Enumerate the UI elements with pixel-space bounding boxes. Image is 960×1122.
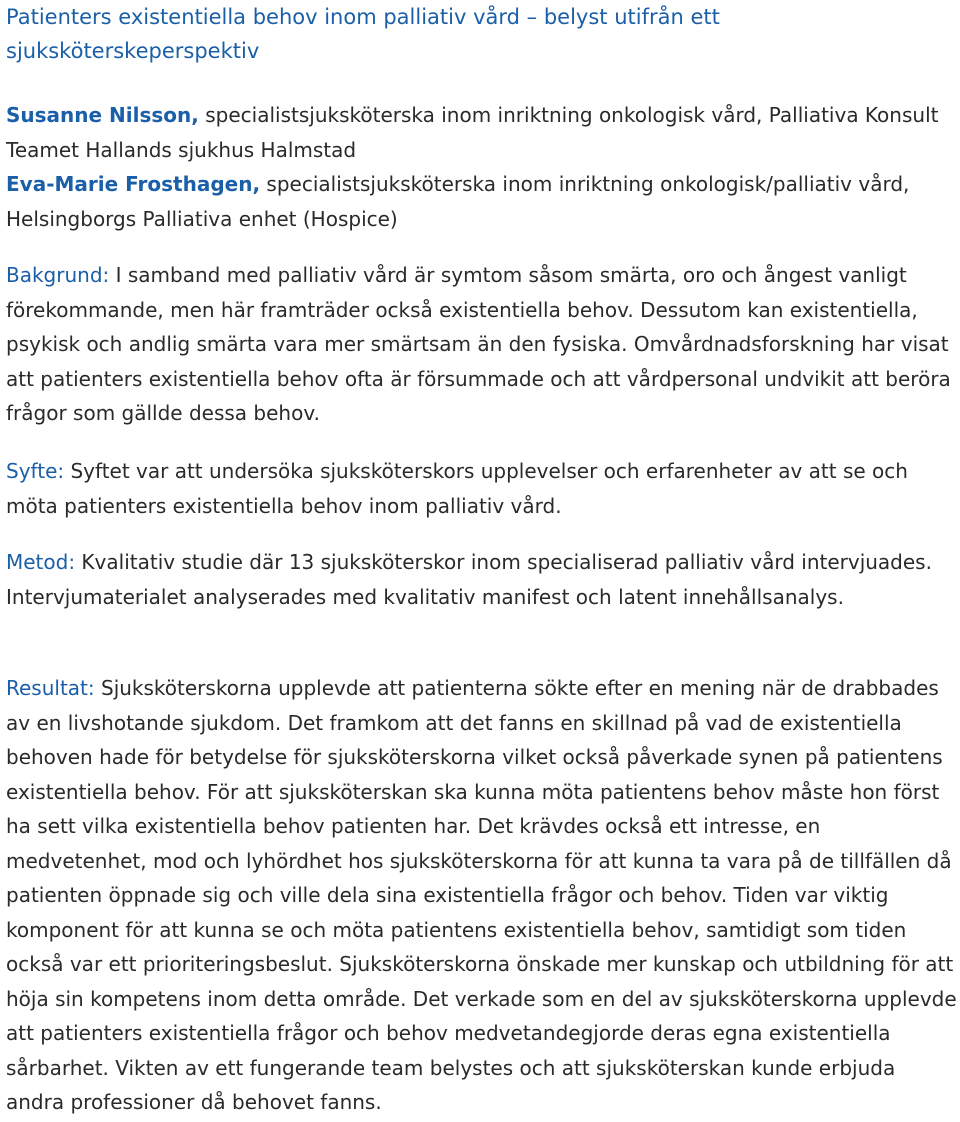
section-label: Resultat: xyxy=(6,676,95,700)
author-entry xyxy=(6,167,951,236)
section-text: I samband med palliativ vård är symtom såsom smärta, oro och ångest vanligt förekommande, men här framträder också existentiella behov. Dessutom kan existentiella, psykisk och andlig smärta vara mer smärtsam än den fysiska. Omvårdnadsforskning har visat att patienters existentiella behov ofta är försummade och att vårdpersonal undvikit att beröra frågor som gällde dessa behov. xyxy=(6,263,951,425)
section-text: Syftet var att undersöka sjuksköterskors upplevelser och erfarenheter av att se och möta patienters existentiella behov inom palliativ vård. xyxy=(6,459,908,518)
author-name: Eva-Marie Frosthagen, xyxy=(6,172,261,196)
author-affiliation: specialistsjuksköterska inom inriktning onkologisk vård, Palliativa Konsult Teamet Hallands sjukhus Halmstad xyxy=(6,103,939,162)
section-label: Bakgrund: xyxy=(6,263,110,287)
section-label: Syfte: xyxy=(6,459,65,483)
author-affiliation: specialistsjuksköterska inom inriktning onkologisk/palliativ vård, Helsingborgs Palliativa enhet (Hospice) xyxy=(6,172,910,231)
section-metod xyxy=(6,545,958,614)
author-entry xyxy=(6,98,951,167)
document-title: Patienters existentiella behov inom palliativ vård – belyst utifrån ett sjuksköterskeperspektiv xyxy=(6,5,720,63)
section-resultat xyxy=(6,671,958,1120)
section-syfte xyxy=(6,454,958,523)
author-name: Susanne Nilsson, xyxy=(6,103,199,127)
author-list xyxy=(6,98,951,236)
section-text: Sjuksköterskorna upplevde att patienterna sökte efter en mening när de drabbades av en livshotande sjukdom. Det framkom att det fanns en skillnad på vad de existentiella behoven hade för betydelse för sjuksköterskorna vilket också påverkade synen på patientens existentiella behov. För att sjuksköterskan ska kunna möta patientens behov måste hon först ha sett vilka existentiella behov patienten har. Det krävdes också ett intresse, en medvetenhet, mod och lyhördhet hos sjuksköterskorna för att kunna ta vara på de tillfällen då patienten öppnade sig och ville dela sina existentiella frågor och behov. Tiden var viktig komponent för att kunna se och möta patientens existentiella behov, samtidigt som tiden också var ett prioriteringsbeslut. Sjuksköterskorna önskade mer kunskap och utbildning för att höja sin kompetens inom detta område. Det verkade som en del av sjuksköterskorna upplevde att patienters existentiella frågor och behov medvetandegjorde deras egna existentiella sårbarhet. Vikten av ett fungerande team belystes och att sjuksköterskan kunde erbjuda andra professioner då behovet fanns. xyxy=(6,676,957,1114)
section-label: Metod: xyxy=(6,550,76,574)
section-bakgrund xyxy=(6,258,958,431)
section-text: Kvalitativ studie där 13 sjuksköterskor inom specialiserad palliativ vård intervjuades. Intervjumaterialet analyserades med kvalitativ manifest och latent innehållsanalys. xyxy=(6,550,932,609)
